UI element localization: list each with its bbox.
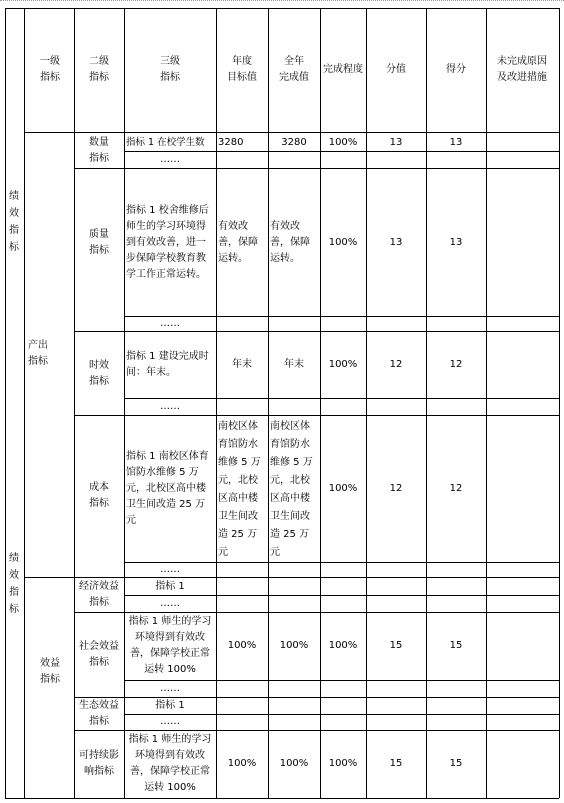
timeliness-level2: 时效 指标	[89, 360, 109, 387]
grid-line-horizontal	[124, 398, 559, 399]
quality-level3: 指标 1 校舍维修后师生的学习环境得到有效改善，进一步保障学校教育教学工作正常运转。	[126, 205, 209, 280]
timeliness-score: 12	[389, 359, 403, 370]
quantity-got: 13	[449, 137, 463, 148]
social-target: 100%	[227, 640, 257, 651]
quality-level2: 质量 指标	[89, 229, 109, 256]
sustainable-level3: 指标 1 师生的学习环境得到有效改善，保障学校正常运转 100%	[128, 734, 212, 793]
grid-line-horizontal	[74, 331, 559, 332]
header-score-got: 得分	[446, 64, 466, 75]
grid-line-horizontal	[74, 730, 559, 731]
quantity-score: 13	[389, 137, 403, 148]
social-score: 15	[389, 640, 403, 651]
timeliness-done: 年末	[284, 359, 304, 370]
top-dotted-border	[0, 0, 564, 2]
social-completion: 100%	[328, 640, 358, 651]
grid-line-vertical	[24, 8, 25, 798]
side-label-top: 绩效指标	[9, 191, 19, 253]
group-output: 产出 指标	[28, 340, 48, 367]
header-level3: 三级 指标	[160, 56, 180, 83]
grid-line-horizontal	[74, 612, 559, 613]
group-benefit: 效益 指标	[40, 658, 60, 685]
grid-line-horizontal	[124, 562, 559, 563]
ecological-level2: 生态效益 指标	[79, 700, 119, 727]
header-level2: 二级 指标	[89, 56, 109, 83]
grid-line-horizontal	[124, 714, 559, 715]
quality-completion: 100%	[328, 237, 358, 248]
quantity-completion: 100%	[328, 137, 358, 148]
quantity-level2: 数量 指标	[89, 137, 109, 164]
quality-score: 13	[389, 237, 403, 248]
header-reason: 未完成原因 及改进措施	[497, 56, 547, 83]
sustainable-completion: 100%	[328, 758, 358, 769]
grid-line-vertical	[5, 8, 6, 798]
social-level2: 社会效益 指标	[79, 641, 119, 668]
cost-target: 南校区体育馆防水维修 5 万元，北校区高中楼卫生间改造 25 万元	[218, 421, 261, 558]
grid-line-horizontal	[5, 798, 559, 799]
cost-score: 12	[389, 483, 403, 494]
side-label-bottom: 绩效指标	[9, 553, 19, 615]
quality-done: 有效改善，保障运转。	[270, 221, 310, 264]
quantity-level3: 指标 1 在校学生数	[126, 137, 205, 148]
grid-line-horizontal	[124, 316, 559, 317]
grid-line-horizontal	[74, 697, 559, 698]
quality-ellipsis: ……	[160, 318, 180, 329]
grid-line-vertical	[74, 8, 75, 798]
grid-line-horizontal	[124, 595, 559, 596]
timeliness-completion: 100%	[328, 359, 358, 370]
ecological-ellipsis: ……	[160, 716, 180, 727]
sustainable-level2: 可持续影 响指标	[79, 750, 119, 777]
grid-line-horizontal	[24, 132, 559, 133]
sustainable-got: 15	[449, 758, 463, 769]
economic-ellipsis: ……	[160, 597, 180, 609]
grid-line-horizontal	[74, 415, 559, 416]
grid-line-horizontal	[124, 680, 559, 681]
quality-target: 有效改善，保障运转。	[218, 221, 258, 264]
timeliness-target: 年末	[232, 359, 252, 370]
sustainable-score: 15	[389, 758, 403, 769]
social-ellipsis: ……	[160, 683, 180, 694]
cost-done: 南校区体育馆防水维修 5 万元，北校区高中楼卫生间改造 25 万元	[270, 421, 313, 558]
quantity-done: 3280	[281, 137, 307, 148]
cost-got: 12	[449, 483, 463, 494]
timeliness-got: 12	[449, 359, 463, 370]
quality-got: 13	[449, 237, 463, 248]
social-got: 15	[449, 640, 463, 651]
ecological-level3: 指标 1	[155, 700, 185, 711]
grid-line-vertical	[559, 8, 560, 798]
quantity-target: 3280	[218, 137, 244, 148]
quantity-ellipsis: ……	[160, 154, 180, 165]
timeliness-ellipsis: ……	[160, 401, 180, 412]
cost-completion: 100%	[328, 483, 358, 494]
social-level3: 指标 1 师生的学习环境得到有效改善，保障学校正常运转 100%	[128, 616, 212, 675]
header-full-year-done: 全年 完成值	[279, 56, 309, 83]
grid-line-horizontal	[74, 168, 559, 169]
grid-line-horizontal	[124, 151, 559, 152]
economic-level3: 指标 1	[155, 580, 185, 592]
grid-line-horizontal	[24, 577, 559, 578]
cost-ellipsis: ……	[160, 564, 180, 575]
header-annual-target: 年度 目标值	[227, 56, 257, 83]
cost-level2: 成本 指标	[89, 482, 109, 509]
economic-level2: 经济效益 指标	[79, 581, 119, 608]
header-level1: 一级 指标	[40, 56, 60, 83]
sustainable-done: 100%	[279, 758, 309, 769]
cost-level3: 指标 1 南校区体育馆防水维修 5 万元，北校区高中楼卫生间改造 25 万元	[126, 451, 209, 526]
grid-line-horizontal	[5, 8, 559, 9]
header-score-value: 分值	[386, 64, 406, 75]
timeliness-level3: 指标 1 建设完成时间：年末。	[126, 351, 209, 378]
social-done: 100%	[279, 640, 309, 651]
header-completion: 完成程度	[323, 64, 363, 75]
sustainable-target: 100%	[227, 758, 257, 769]
